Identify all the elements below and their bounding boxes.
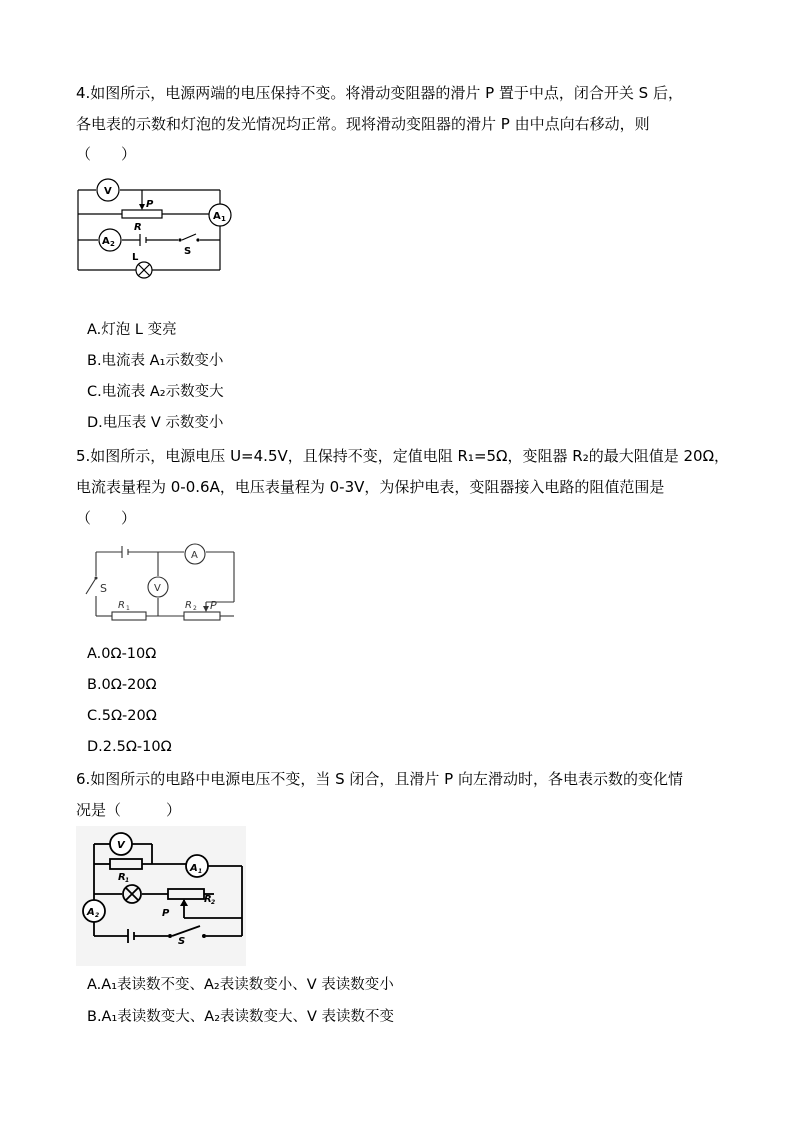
q6-fig-s-label: S xyxy=(178,936,186,947)
q5-circuit-diagram xyxy=(80,538,240,624)
q6-option-a: A.A₁表读数不变、A₂表读数变小、V 表读数变小 xyxy=(87,977,394,993)
q5-option-b: B.0Ω-20Ω xyxy=(87,677,157,693)
q6-fig-a2-label: A xyxy=(87,907,95,918)
q4-stem-line2: 各电表的示数和灯泡的发光情况均正常。现将滑动变阻器的滑片 P 由中点向右移动，则 xyxy=(76,115,650,133)
q5-option-d: D.2.5Ω-10Ω xyxy=(87,739,172,755)
q4-option-b: B.电流表 A₁示数变小 xyxy=(87,353,224,369)
q4-fig-p-label: P xyxy=(146,199,154,210)
q4-fig-s-label: S xyxy=(184,246,192,257)
q6-fig-r2-label: R xyxy=(204,894,212,905)
q6-circuit-diagram xyxy=(76,826,246,966)
q5-fig-p-label: P xyxy=(210,599,217,612)
q5-option-c: C.5Ω-20Ω xyxy=(87,708,157,724)
q6-fig-r1-label: R xyxy=(118,872,126,883)
q4-fig-a2-sub: 2 xyxy=(110,240,115,248)
q6-fig-r2-sub: 2 xyxy=(211,899,216,906)
q5-fig-r1-label: R xyxy=(118,600,125,611)
q4-option-c: C.电流表 A₂示数变大 xyxy=(87,384,224,400)
q4-answer-paren: （ ） xyxy=(76,145,137,163)
q5-fig-r2-label: R xyxy=(185,600,192,611)
q5-fig-a-label: A xyxy=(191,550,198,561)
q5-stem-line1: 5.如图所示，电源电压 U=4.5V，且保持不变，定值电阻 R₁=5Ω，变阻器 R₂的最大阻值是 20Ω， xyxy=(76,447,730,465)
q4-fig-l-label: L xyxy=(132,252,139,263)
q5-fig-r1-sub: 1 xyxy=(126,605,130,612)
q5-stem-line2: 电流表量程为 0-0.6A，电压表量程为 0-3V，为保护电表，变阻器接入电路的阻值范围是 xyxy=(76,478,665,496)
q5-option-a: A.0Ω-10Ω xyxy=(87,646,157,662)
q6-stem-line1: 6.如图所示的电路中电源电压不变，当 S 闭合，且滑片 P 向左滑动时，各电表示数的变化情 xyxy=(76,770,683,788)
q4-stem-line1: 4.如图所示，电源两端的电压保持不变。将滑动变阻器的滑片 P 置于中点，闭合开关 S 后， xyxy=(76,84,683,102)
q4-fig-a1-sub: 1 xyxy=(221,215,226,223)
q6-fig-a2-sub: 2 xyxy=(95,912,100,919)
q6-option-b: B.A₁表读数变大、A₂表读数变大、V 表读数不变 xyxy=(87,1009,395,1025)
q4-fig-r-label: R xyxy=(134,222,142,233)
q6-fig-p-label: P xyxy=(162,908,170,919)
q4-option-d: D.电压表 V 示数变小 xyxy=(87,415,224,431)
q4-option-a: A.灯泡 L 变亮 xyxy=(87,322,177,338)
q6-fig-a1-label: A xyxy=(190,863,198,874)
q6-fig-v-label: V xyxy=(117,840,125,851)
q6-fig-a1-sub: 1 xyxy=(198,868,203,875)
q5-answer-paren: （ ） xyxy=(76,509,137,527)
q5-fig-r2-sub: 2 xyxy=(193,605,197,612)
q5-fig-s-label: S xyxy=(100,582,107,595)
q5-fig-v-label: V xyxy=(154,583,161,594)
q4-fig-v-label: V xyxy=(104,186,112,197)
q4-circuit-diagram xyxy=(74,176,234,280)
q4-fig-a2-label: A xyxy=(102,236,110,247)
q6-stem-line2: 况是（ ） xyxy=(76,801,182,819)
q6-fig-r1-sub: 1 xyxy=(125,877,130,884)
q4-fig-a1-label: A xyxy=(213,211,221,222)
